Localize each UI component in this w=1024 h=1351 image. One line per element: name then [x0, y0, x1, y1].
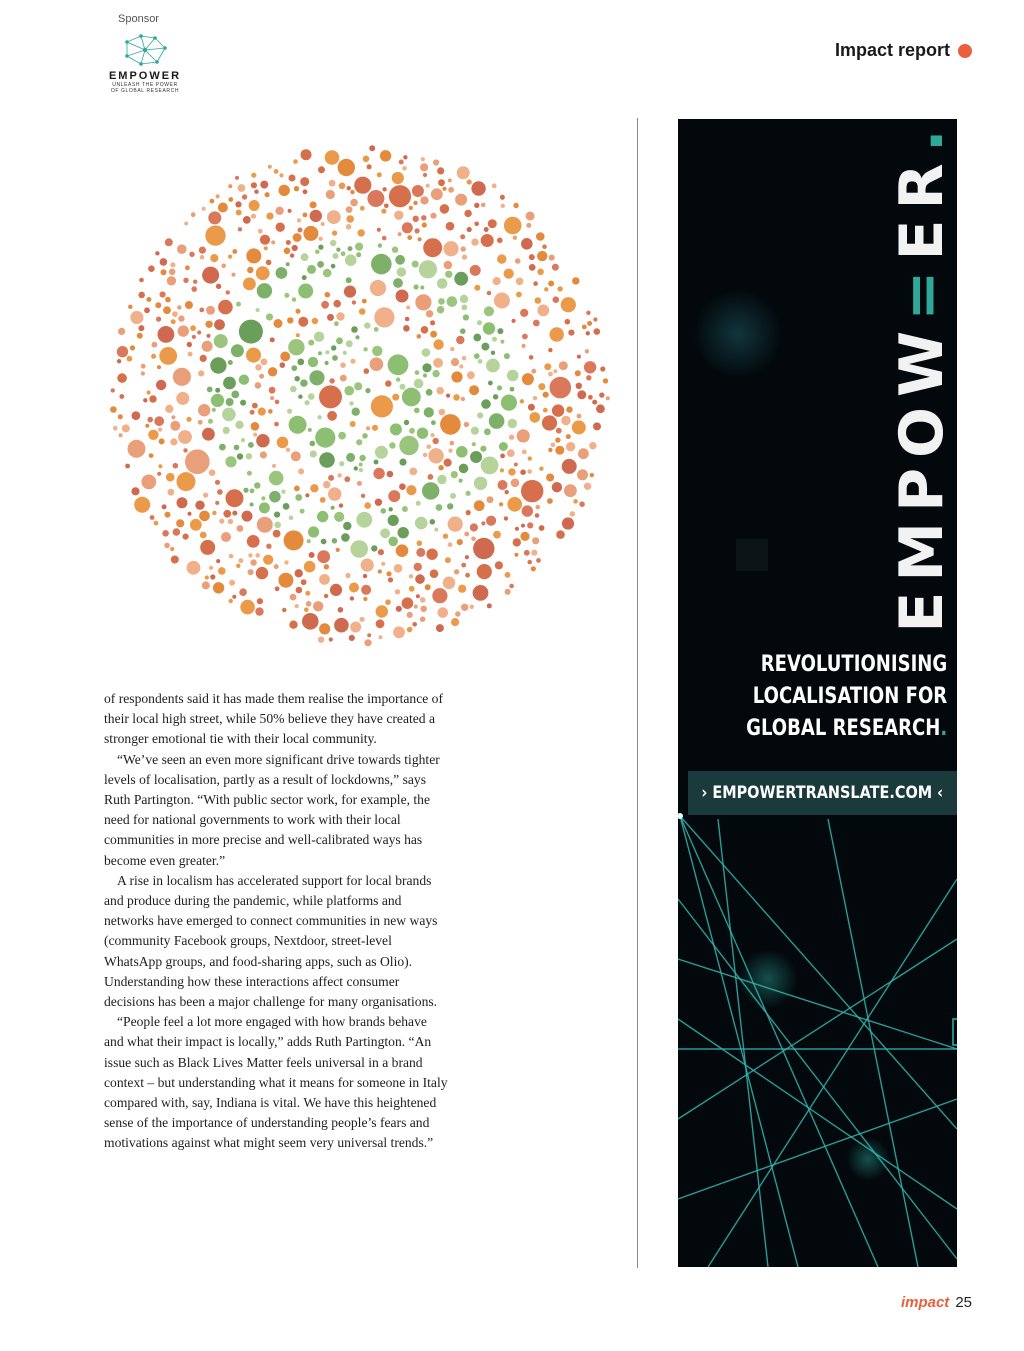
column-divider	[637, 118, 638, 1268]
article-paragraph: A rise in localism has accelerated support for local brands and produce during the pandemic, while platforms and networks have emerged to connect communities in new ways (community Facebook groups, Nextdoor, street-level WhatsApp groups, and food-sharing apps, such as Olio). Understanding how these interactions affect consumer decisions has been a major challenge for many organisations.	[104, 872, 438, 1010]
page-number: 25	[955, 1294, 972, 1311]
article-paragraph: “We’ve seen an even more significant drive towards tighter levels of localisation, partly as a result of lockdowns,” says Ruth Partington. “With public sector work, for example, the need for national governments to work with their local communities in more precise and well-calibrated ways has become even greater.”	[104, 751, 440, 868]
headline-dot: .	[940, 716, 947, 741]
empower-advert[interactable]	[678, 119, 957, 1267]
advert-url-text: › EMPOWERTRANSLATE.COM ‹	[701, 783, 944, 803]
page-footer	[901, 1294, 972, 1311]
article-body	[104, 689, 449, 1154]
section-label	[835, 40, 972, 61]
section-dot-icon	[958, 44, 972, 58]
footer-brand: impact	[900, 1294, 950, 1311]
section-title: Impact report	[834, 40, 950, 60]
article-paragraph: “People feel a lot more engaged with how brands behave and what their impact is locally,” adds Ruth Partington. “An issue such as Black Lives Matter feels universal in a brand context – but understanding what it means for someone in Italy compared with, say, Indiana is vital. We have this heightened sense of the importance of understanding people’s fears and motivations against what might seem very universal trends.”	[104, 1014, 448, 1151]
article-paragraph: of respondents said it has made them realise the importance of their local high street, while 50% believe they have created a stronger emotional tie with their local community.	[104, 691, 443, 747]
brand-part-2: ER	[887, 152, 957, 261]
headline-line-1: REVOLUTIONISING	[760, 652, 947, 677]
brand-part-1: EMPOW	[887, 320, 957, 633]
headline-line-3: GLOBAL RESEARCH	[745, 716, 941, 741]
sponsor-tagline-1: UNLEASH THE POWER	[112, 82, 178, 88]
brand-dot: .	[887, 119, 957, 153]
network-icon	[121, 32, 169, 68]
colour-vision-plate-illustration	[100, 135, 620, 655]
sponsor-tagline-2: OF GLOBAL RESEARCH	[110, 88, 180, 94]
brand-accent: =	[887, 260, 957, 321]
headline-line-2: LOCALISATION FOR	[752, 684, 947, 709]
sponsor-name: EMPOWER	[108, 70, 182, 82]
sponsor-logo[interactable]	[100, 32, 190, 94]
advert-headline	[746, 649, 947, 745]
advert-url-link[interactable]	[688, 771, 957, 815]
advert-brand-wordmark	[886, 119, 957, 633]
sponsor-label: Sponsor	[118, 13, 159, 25]
